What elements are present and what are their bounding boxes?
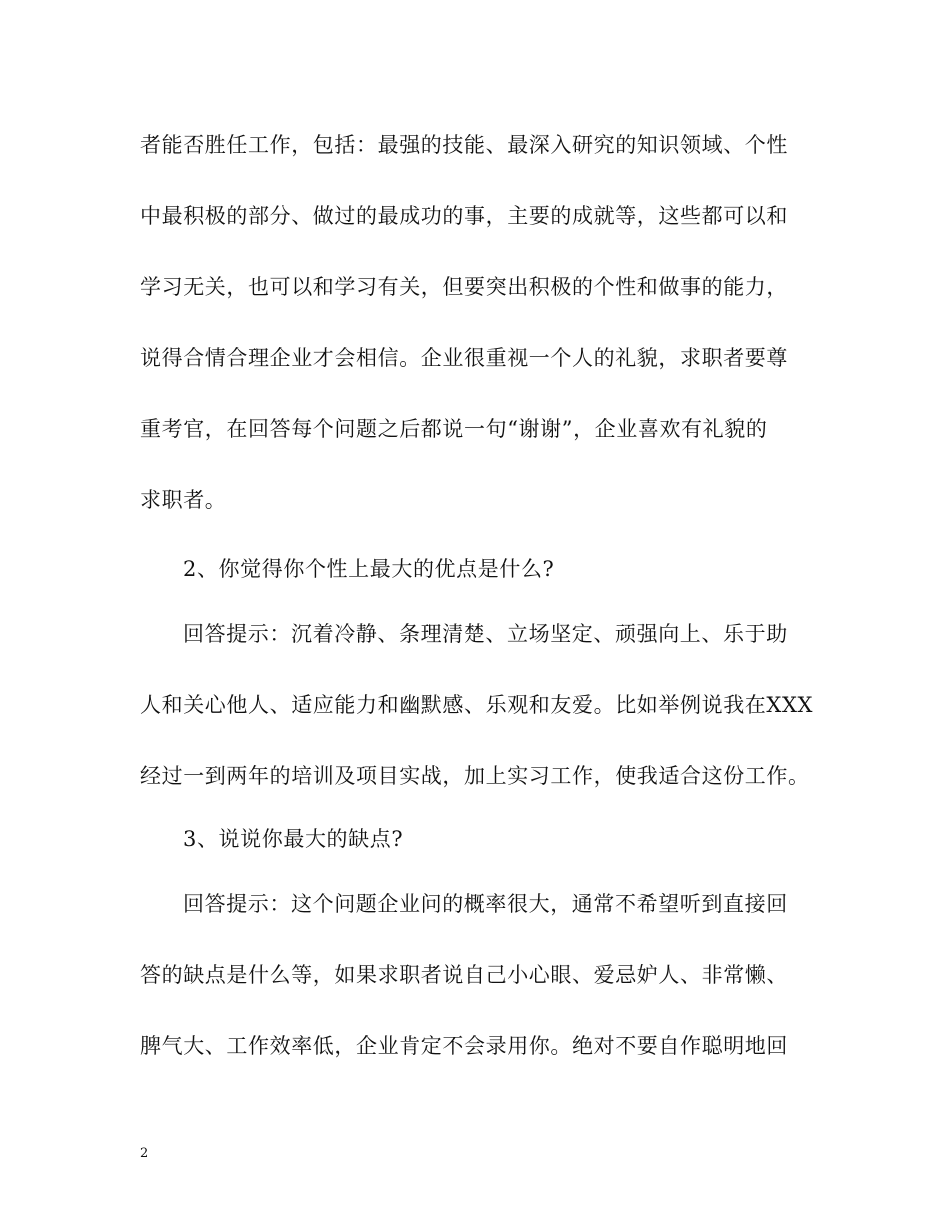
text-line: 说得合情合理企业才会相信。企业很重视一个人的礼貌，求职者要尊 [140, 346, 788, 370]
question-heading: 3、说说你最大的缺点? [183, 827, 404, 851]
text-line: 重考官，在回答每个问题之后都说一句“谢谢”，企业喜欢有礼貌的 [140, 417, 768, 441]
page-number: 2 [140, 1146, 149, 1161]
text-line: 求职者。 [140, 488, 227, 512]
text-line: 答的缺点是什么等，如果求职者说自己小心眼、爱忌妒人、非常懒、 [140, 963, 788, 987]
text-line: 者能否胜任工作，包括：最强的技能、最深入研究的知识领域、个性 [140, 133, 788, 157]
text-line: 学习无关，也可以和学习有关，但要突出积极的个性和做事的能力， [140, 275, 788, 299]
text-line: 人和关心他人、适应能力和幽默感、乐观和友爱。比如举例说我在XXX [140, 693, 814, 717]
text-line: 经过一到两年的培训及项目实战，加上实习工作，使我适合这份工作。 [140, 764, 810, 788]
text-line: 脾气大、工作效率低，企业肯定不会录用你。绝对不要自作聪明地回 [140, 1034, 788, 1058]
answer-text-line: 回答提示：这个问题企业问的概率很大，通常不希望听到直接回 [183, 892, 788, 916]
text-line: 中最积极的部分、做过的最成功的事，主要的成就等，这些都可以和 [140, 204, 788, 228]
question-heading: 2、你觉得你个性上最大的优点是什么? [183, 557, 555, 581]
answer-text-line: 回答提示：沉着冷静、条理清楚、立场坚定、顽强向上、乐于助 [183, 622, 788, 646]
